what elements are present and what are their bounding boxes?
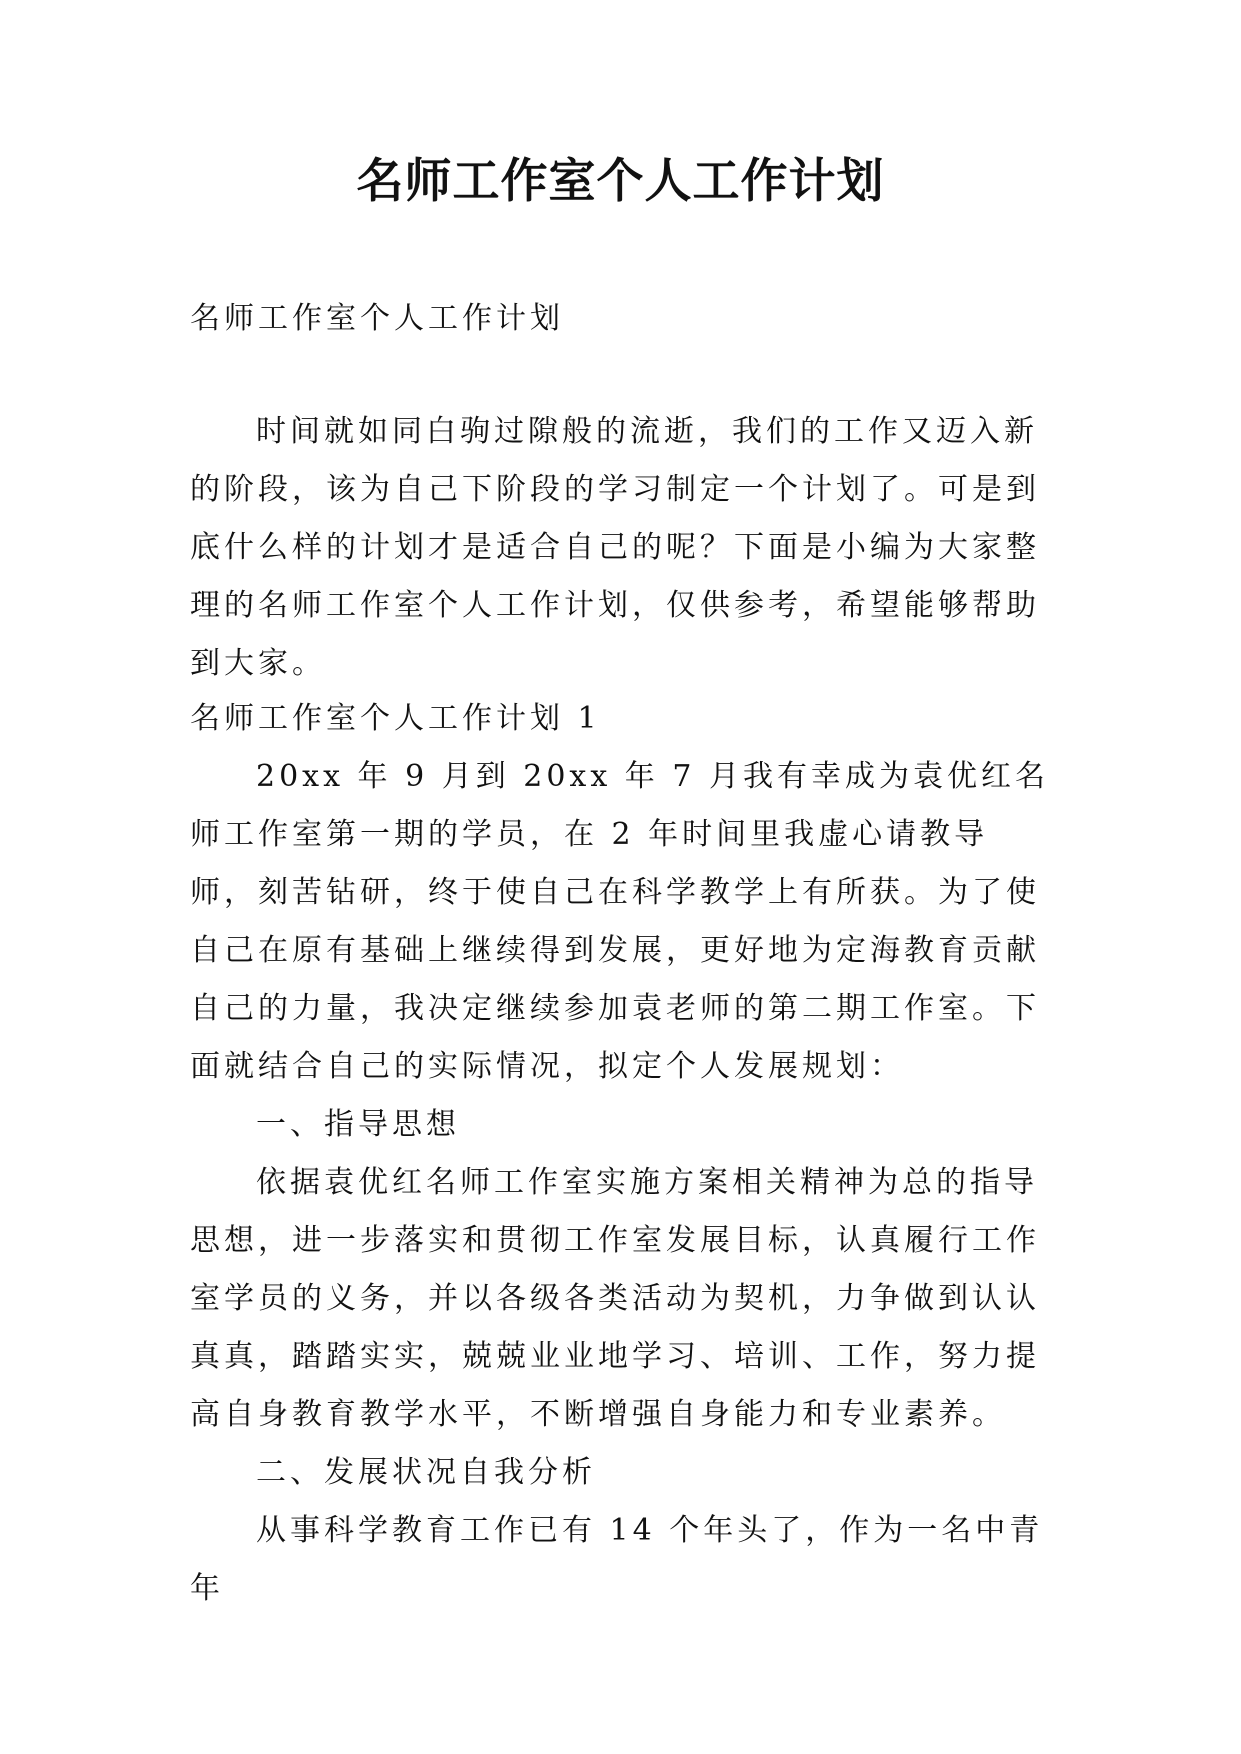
content-block xyxy=(190,748,1056,1618)
paragraph-guiding-thought: 依据袁优红名师工作室实施方案相关精神为总的指导思想，进一步落实和贯彻工作室发展目标，认真履行工作室学员的义务，并以各级各类活动为契机，力争做到认认真真，踏踏实实，兢兢业业地学习、培训、工作，努力提高自身教育教学水平，不断增强自身能力和专业素养。 xyxy=(190,1165,1040,1432)
document-subtitle: 名师工作室个人工作计划 xyxy=(190,301,564,336)
paragraph-self-analysis: 从事科学教育工作已有 14 个年头了，作为一名中青年 xyxy=(190,1513,1044,1606)
section-title: 名师工作室个人工作计划 1 xyxy=(190,701,601,736)
heading-guiding-thought: 一、指导思想 xyxy=(256,1107,460,1142)
heading-self-analysis: 二、发展状况自我分析 xyxy=(256,1455,596,1490)
intro-paragraph: 时间就如同白驹过隙般的流逝，我们的工作又迈入新的阶段，该为自己下阶段的学习制定一个计划了。可是到底什么样的计划才是适合自己的呢？下面是小编为大家整理的名师工作室个人工作计划，仅供参考，希望能够帮助到大家。 xyxy=(190,414,1040,681)
paragraph-background: 20xx 年 9 月到 20xx 年 7 月我有幸成为袁优红名师工作室第一期的学员，在 2 年时间里我虚心请教导师，刻苦钻研，终于使自己在科学教学上有所获。为了使自己在原有基础上继续得到发展，更好地为定海教育贡献自己的力量，我决定继续参加袁老师的第二期工作室。下面就结合自己的实际情况，拟定个人发展规划： xyxy=(190,759,1049,1084)
document-title: 名师工作室个人工作计划 xyxy=(356,154,885,209)
